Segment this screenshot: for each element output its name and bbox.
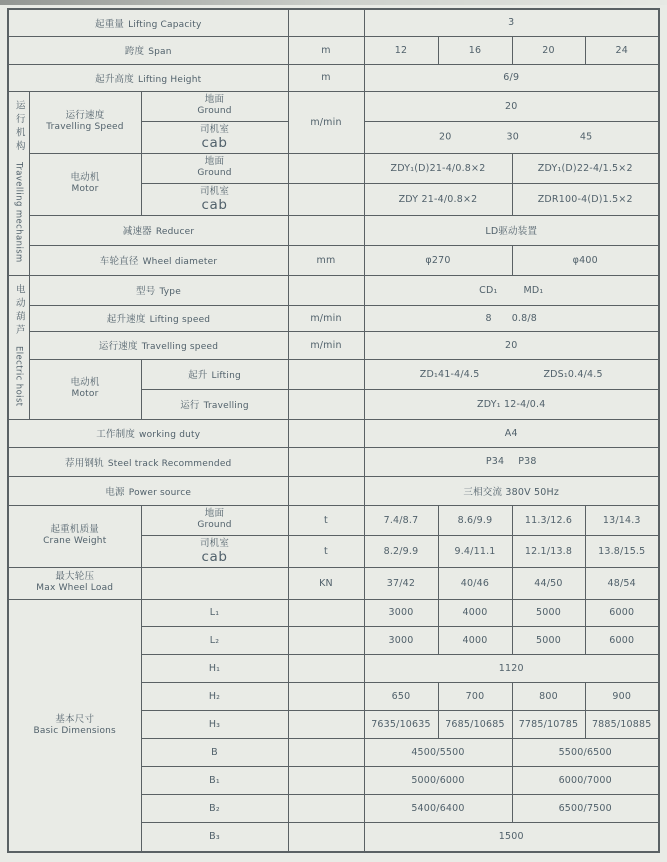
dim-l1-value-2: 4000 (438, 599, 512, 626)
cab-label-zh: 司机室 (199, 537, 230, 549)
row-lifting-capacity (8, 9, 659, 36)
dim-h3-value-3: 7785/10785 (512, 710, 585, 738)
travelling-speed-label-zh: 运行速度 (65, 110, 105, 122)
dim-b-value-1: 4500/5500 (364, 738, 512, 766)
span-value-2: 16 (438, 36, 512, 64)
dim-h2-unit (288, 682, 364, 710)
dim-h2-value-4: 900 (585, 682, 659, 710)
travelling-speed-label (29, 91, 141, 153)
dim-h3-label: H₃ (141, 710, 288, 738)
row-hoist-type (8, 275, 659, 305)
steel-track-label (8, 447, 288, 476)
hoist-type-label-zh: 型号 (136, 286, 156, 297)
span-value-1: 12 (364, 36, 438, 64)
hoist-travelling-speed-value: 20 (364, 331, 659, 359)
wheel-diameter-label (29, 245, 288, 275)
max-wheel-load-label (8, 567, 141, 599)
dim-h3-unit (288, 710, 364, 738)
hoist-motor-travelling-value: ZDY₁ 12-4/0.4 (364, 389, 659, 419)
hoist-type-value-1: CD₁ (479, 284, 498, 296)
hoist-motor-travelling-unit (288, 389, 364, 419)
ground-label-en: Ground (197, 106, 232, 117)
hoist-motor-travelling-label-en: Travelling (203, 401, 249, 411)
hoist-travelling-speed-label (29, 331, 288, 359)
ground-label-zh: 地面 (204, 94, 225, 106)
crane-weight-cab-value-4: 13.8/15.5 (585, 535, 659, 567)
hoist-type-values (364, 275, 659, 305)
hoist-lifting-speed-unit: m/min (288, 305, 364, 331)
steel-track-value-1: P34 (485, 456, 505, 467)
crane-weight-cab-value-2: 9.4/11.1 (438, 535, 512, 567)
row-reducer (8, 215, 659, 245)
max-wheel-load-label-zh: 最大轮压 (55, 571, 95, 583)
travelling-speed-ground-value: 20 (364, 91, 659, 121)
travelling-motor-label-zh: 电动机 (70, 172, 100, 184)
hoist-motor-travelling-label (141, 389, 288, 419)
max-wheel-load-value-3: 44/50 (512, 567, 585, 599)
dim-l1-value-3: 5000 (512, 599, 585, 626)
lifting-height-label-en: Lifting Height (137, 74, 202, 85)
dim-b2-unit (288, 794, 364, 822)
dim-h2-value-2: 700 (438, 682, 512, 710)
dim-b-unit (288, 738, 364, 766)
hoist-travelling-speed-label-en: Travelling speed (141, 342, 219, 352)
section-travelling-mechanism-zh: 运行机构 (13, 100, 25, 155)
lifting-height-value: 6/9 (364, 64, 659, 91)
row-crane-weight-ground (8, 505, 659, 535)
row-travelling-speed-ground (8, 91, 659, 121)
span-label-en: Span (148, 47, 172, 57)
steel-track-label-en: Steel track Recommended (107, 458, 232, 469)
row-travelling-motor-ground (8, 153, 659, 183)
cab-speed-value-1: 20 (438, 131, 452, 143)
reducer-value: LD驱动装置 (364, 215, 659, 245)
basic-dimensions-label-en: Basic Dimensions (33, 725, 116, 736)
dim-b-label: B (141, 738, 288, 766)
row-lifting-height (8, 64, 659, 91)
cab-speed-value-3: 45 (579, 131, 593, 143)
crane-weight-cab-label (141, 535, 288, 567)
wheel-diameter-label-zh: 车轮直径 (99, 256, 139, 267)
power-source-label-en: Power source (128, 487, 192, 498)
max-wheel-load-label-en: Max Wheel Load (36, 583, 114, 594)
crane-weight-label-en: Crane Weight (43, 536, 107, 547)
hoist-motor-lifting-value-1: ZD₁41-4/4.5 (419, 368, 480, 380)
span-value-3: 20 (512, 36, 585, 64)
dim-b3-value: 1500 (364, 822, 659, 852)
steel-track-values (364, 447, 659, 476)
travelling-motor-ground-value-1: ZDY₁(D)21-4/0.8×2 (364, 153, 512, 183)
hoist-type-unit (288, 275, 364, 305)
travelling-motor-ground-value-2: ZDY₁(D)22-4/1.5×2 (512, 153, 659, 183)
row-dim-l1 (8, 599, 659, 626)
travelling-speed-cab-label (141, 121, 288, 153)
hoist-motor-lifting-label-zh: 起升 (188, 370, 208, 381)
dim-h1-unit (288, 654, 364, 682)
dim-l2-unit (288, 626, 364, 654)
dim-l1-label: L₁ (141, 599, 288, 626)
travelling-speed-cab-values (364, 121, 659, 153)
section-electric-hoist-zh: 电动葫芦 (13, 284, 25, 339)
dim-l1-value-1: 3000 (364, 599, 438, 626)
dim-b1-value-1: 5000/6000 (364, 766, 512, 794)
travelling-motor-ground-label (141, 153, 288, 183)
lifting-capacity-label-zh: 起重量 (95, 18, 125, 30)
lifting-height-label-zh: 起升高度 (95, 73, 134, 85)
dim-l2-value-3: 5000 (512, 626, 585, 654)
hoist-type-label-en: Type (159, 287, 181, 297)
travelling-motor-label (29, 153, 141, 215)
hoist-lifting-speed-value-2: 0.8/8 (511, 312, 538, 324)
hoist-type-label (29, 275, 288, 305)
dim-l2-value-2: 4000 (438, 626, 512, 654)
hoist-motor-lifting-label-en: Lifting (211, 371, 241, 381)
dim-h2-value-1: 650 (364, 682, 438, 710)
hoist-lifting-speed-label-zh: 起升速度 (106, 314, 146, 325)
hoist-motor-label-en: Motor (71, 389, 99, 400)
reducer-unit (288, 215, 364, 245)
basic-dimensions-label-zh: 基本尺寸 (55, 713, 95, 725)
wheel-diameter-value-2: φ400 (512, 245, 659, 275)
hoist-lifting-speed-label-en: Lifting speed (149, 315, 211, 325)
section-travelling-mechanism-en: Travelling mechanism (13, 162, 24, 263)
dim-b1-label: B₁ (141, 766, 288, 794)
travelling-motor-cab-label (141, 183, 288, 215)
hoist-motor-lifting-unit (288, 359, 364, 389)
span-unit: m (288, 36, 364, 64)
crane-weight-label-zh: 起重机质量 (50, 524, 99, 536)
max-wheel-load-sublabel-empty (141, 567, 288, 599)
ground-label-zh: 地面 (204, 156, 225, 168)
power-source-label (8, 476, 288, 505)
hoist-motor-lifting-label (141, 359, 288, 389)
wheel-diameter-value-1: φ270 (364, 245, 512, 275)
lifting-capacity-unit (288, 9, 364, 36)
crane-weight-cab-unit: t (288, 535, 364, 567)
section-electric-hoist (8, 275, 29, 419)
hoist-motor-lifting-values (364, 359, 659, 389)
basic-dimensions-label (8, 599, 141, 852)
lifting-capacity-label (8, 9, 288, 36)
row-max-wheel-load (8, 567, 659, 599)
hoist-motor-label-zh: 电动机 (70, 377, 100, 389)
row-hoist-lifting-speed (8, 305, 659, 331)
crane-weight-ground-value-2: 8.6/9.9 (438, 505, 512, 535)
travelling-motor-label-en: Motor (71, 184, 99, 195)
dim-h2-label: H₂ (141, 682, 288, 710)
crane-spec-table (7, 8, 660, 853)
scan-artifact-top (0, 0, 667, 5)
lifting-height-label (8, 64, 288, 91)
reducer-label-en: Reducer (155, 227, 195, 237)
travelling-speed-label-en: Travelling Speed (46, 122, 124, 133)
max-wheel-load-unit: KN (288, 567, 364, 599)
dim-h3-value-4: 7885/10885 (585, 710, 659, 738)
span-label-zh: 跨度 (124, 46, 145, 57)
hoist-travelling-speed-unit: m/min (288, 331, 364, 359)
power-source-unit (288, 476, 364, 505)
dim-h2-value-3: 800 (512, 682, 585, 710)
travelling-motor-cab-value-1: ZDY 21-4/0.8×2 (364, 183, 512, 215)
travelling-speed-ground-label (141, 91, 288, 121)
row-working-duty (8, 419, 659, 447)
dim-l2-label: L₂ (141, 626, 288, 654)
dim-h3-value-2: 7685/10685 (438, 710, 512, 738)
travelling-motor-cab-unit (288, 183, 364, 215)
cab-label-zh: 司机室 (199, 185, 230, 197)
section-travelling-mechanism (8, 91, 29, 275)
lifting-capacity-label-en: Lifting Capacity (128, 19, 202, 30)
section-electric-hoist-en: Electric hoist (13, 346, 24, 407)
max-wheel-load-value-1: 37/42 (364, 567, 438, 599)
crane-weight-label (8, 505, 141, 567)
steel-track-unit (288, 447, 364, 476)
wheel-diameter-label-en: Wheel diameter (142, 257, 218, 267)
dim-b2-value-2: 6500/7500 (512, 794, 659, 822)
row-power-source (8, 476, 659, 505)
working-duty-label (8, 419, 288, 447)
row-hoist-motor-lifting (8, 359, 659, 389)
hoist-lifting-speed-values (364, 305, 659, 331)
hoist-motor-label (29, 359, 141, 419)
cab-label-en: cab (201, 548, 228, 565)
hoist-lifting-speed-label (29, 305, 288, 331)
row-steel-track (8, 447, 659, 476)
crane-weight-ground-label (141, 505, 288, 535)
working-duty-value: A4 (364, 419, 659, 447)
max-wheel-load-value-4: 48/54 (585, 567, 659, 599)
ground-label-zh: 地面 (204, 508, 225, 520)
power-source-value: 三相交流 380V 50Hz (364, 476, 659, 505)
hoist-lifting-speed-value-1: 8 (485, 312, 492, 324)
reducer-label-zh: 减速器 (122, 226, 152, 237)
working-duty-unit (288, 419, 364, 447)
crane-weight-ground-value-4: 13/14.3 (585, 505, 659, 535)
lifting-height-unit: m (288, 64, 364, 91)
crane-weight-ground-unit: t (288, 505, 364, 535)
dim-l1-unit (288, 599, 364, 626)
dim-l2-value-1: 3000 (364, 626, 438, 654)
hoist-motor-lifting-value-2: ZDS₁0.4/4.5 (543, 368, 603, 380)
dim-h1-value: 1120 (364, 654, 659, 682)
wheel-diameter-unit: mm (288, 245, 364, 275)
travelling-speed-unit: m/min (288, 91, 364, 153)
ground-label-en: Ground (197, 520, 232, 531)
dim-b-value-2: 5500/6500 (512, 738, 659, 766)
crane-weight-cab-value-1: 8.2/9.9 (364, 535, 438, 567)
travelling-motor-ground-unit (288, 153, 364, 183)
lifting-capacity-value: 3 (364, 9, 659, 36)
dim-b1-value-2: 6000/7000 (512, 766, 659, 794)
reducer-label (29, 215, 288, 245)
dim-b2-label: B₂ (141, 794, 288, 822)
working-duty-label-en: working duty (139, 430, 201, 440)
dim-h1-label: H₁ (141, 654, 288, 682)
cab-label-zh: 司机室 (199, 123, 230, 135)
cab-label-en: cab (201, 134, 228, 151)
dim-l1-value-4: 6000 (585, 599, 659, 626)
span-value-4: 24 (585, 36, 659, 64)
hoist-motor-travelling-label-zh: 运行 (180, 400, 200, 411)
steel-track-value-2: P38 (518, 456, 537, 467)
dim-l2-value-4: 6000 (585, 626, 659, 654)
dim-b2-value-1: 5400/6400 (364, 794, 512, 822)
hoist-travelling-speed-label-zh: 运行速度 (98, 341, 138, 352)
crane-weight-ground-value-3: 11.3/12.6 (512, 505, 585, 535)
crane-weight-cab-value-3: 12.1/13.8 (512, 535, 585, 567)
dim-b3-label: B₃ (141, 822, 288, 852)
cab-label-en: cab (201, 196, 228, 213)
dim-h3-value-1: 7635/10635 (364, 710, 438, 738)
travelling-motor-cab-value-2: ZDR100-4(D)1.5×2 (512, 183, 659, 215)
power-source-label-zh: 电源 (105, 486, 125, 498)
dim-b3-unit (288, 822, 364, 852)
dim-b1-unit (288, 766, 364, 794)
max-wheel-load-value-2: 40/46 (438, 567, 512, 599)
steel-track-label-zh: 荐用钢轨 (65, 457, 104, 469)
row-hoist-travelling-speed (8, 331, 659, 359)
ground-label-en: Ground (197, 168, 232, 179)
row-wheel-diameter (8, 245, 659, 275)
working-duty-label-zh: 工作制度 (96, 429, 136, 440)
row-span (8, 36, 659, 64)
crane-weight-ground-value-1: 7.4/8.7 (364, 505, 438, 535)
hoist-type-value-2: MD₁ (523, 284, 544, 296)
span-label (8, 36, 288, 64)
cab-speed-value-2: 30 (506, 131, 519, 143)
